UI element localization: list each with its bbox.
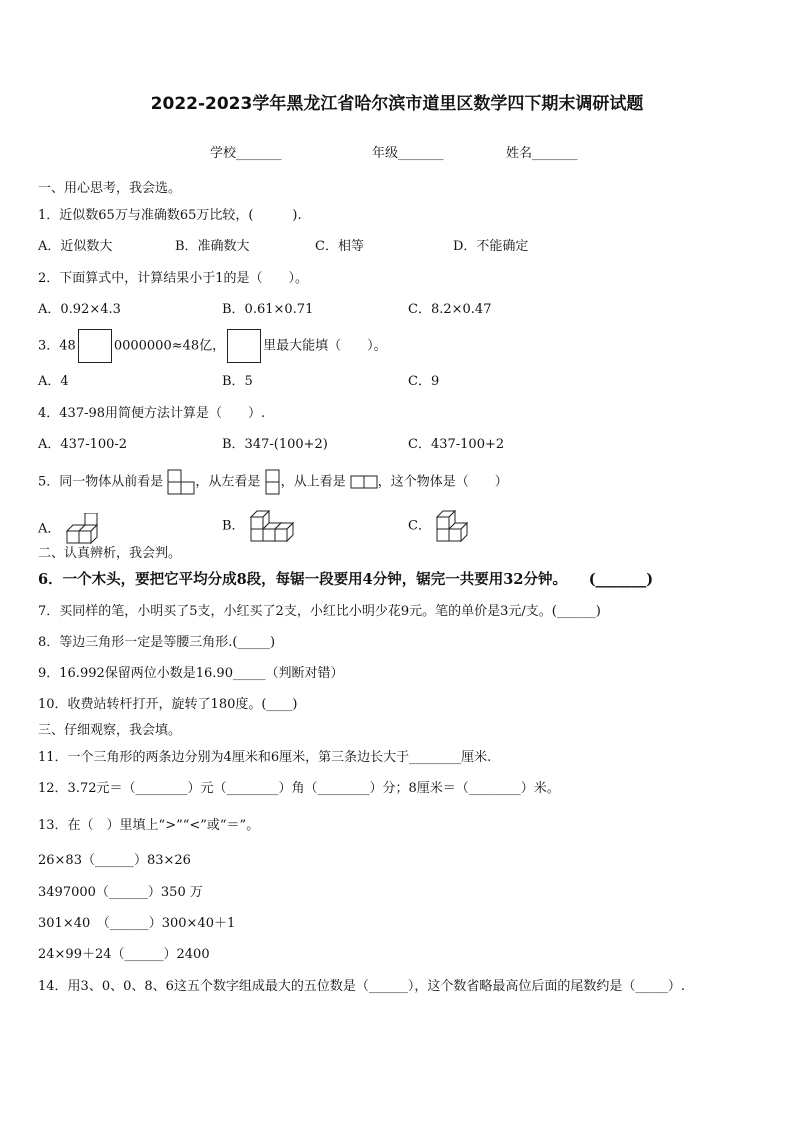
question-14: 14．用3、0、0、8、6这五个数字组成最大的五位数是（______），这个数省略最高位后面的尾数约是（_____）. [38, 979, 686, 994]
front-view-figure [167, 469, 195, 495]
question-4: 4．437-98用简便方法计算是（ ）. [38, 406, 266, 421]
question-11: 11．一个三角形的两条边分别为4厘米和6厘米，第三条边长大于________厘米. [38, 750, 492, 765]
question-10: 10．收费站转杆打开，旋转了180度。(____) [38, 697, 298, 712]
q1-option-a[interactable]: A．近似数大 [38, 239, 113, 254]
cube-figure-b [249, 509, 299, 543]
q5-option-a[interactable] [38, 513, 103, 545]
cube-figure-c [435, 509, 475, 543]
section-heading-3: 三、仔细观察，我会填。 [38, 723, 182, 738]
q3-answer-box[interactable] [78, 329, 112, 363]
section-heading-2: 二、认真辨析，我会判。 [38, 546, 182, 561]
q13-row-1: 26×83（______）83×26 [38, 853, 191, 868]
q5-option-a-label: A． [38, 521, 61, 537]
question-8: 8．等边三角形一定是等腰三角形.(_____) [38, 635, 276, 650]
q3-option-c[interactable]: C．9 [408, 374, 440, 389]
question-5 [38, 469, 508, 496]
q3-text-1: 3．48 [38, 338, 76, 354]
q4-option-b[interactable]: B．347-(100+2) [222, 437, 328, 452]
q2-option-c[interactable]: C．8.2×0.47 [408, 302, 492, 317]
q5-text-3: ，从上看是 [280, 474, 346, 490]
question-12: 12．3.72元＝（________）元（________）角（________）分；8厘米＝（________）米。 [38, 781, 560, 796]
section-heading-1: 一、用心思考，我会选。 [38, 181, 182, 196]
q5-option-b[interactable] [222, 509, 299, 543]
q4-option-a[interactable]: A．437-100-2 [38, 437, 128, 452]
q2-option-b[interactable]: B．0.61×0.71 [222, 302, 314, 317]
q5-option-c-label: C． [408, 518, 431, 534]
q5-option-b-label: B． [222, 518, 245, 534]
q3-answer-box-ref [227, 329, 261, 363]
top-view-figure [350, 475, 378, 489]
q5-text-2: ，从左看是 [195, 474, 261, 490]
page-title: 2022-2023学年黑龙江省哈尔滨市道里区数学四下期末调研试题 [150, 94, 644, 114]
question-1: 1．近似数65万与准确数65万比较，( ). [38, 208, 302, 223]
q13-row-4: 24×99＋24（______）2400 [38, 947, 210, 962]
question-6: 6．一个木头，要把它平均分成8段，每锯一段要用4分钟，锯完一共要用32分钟。 (_______) [38, 571, 654, 588]
q3-text-2: 0000000≈48亿， [113, 338, 226, 354]
q3-option-a[interactable]: A．4 [38, 374, 69, 389]
q1-option-c[interactable]: C．相等 [315, 239, 364, 254]
q13-row-3: 301×40 （______）300×40＋1 [38, 916, 236, 931]
q5-text-4: ，这个物体是（ ） [377, 474, 508, 490]
name-field[interactable]: 姓名_______ [506, 146, 578, 161]
q1-option-d[interactable]: D．不能确定 [453, 239, 529, 254]
q3-option-b[interactable]: B．5 [222, 374, 253, 389]
q2-option-a[interactable]: A．0.92×4.3 [38, 302, 121, 317]
question-3 [38, 329, 387, 364]
q5-option-c[interactable] [408, 509, 475, 543]
question-7: 7．买同样的笔，小明买了5支，小红买了2支，小红比小明少花9元。笔的单价是3元/支。(______) [38, 604, 601, 619]
left-view-figure [265, 469, 281, 495]
school-field[interactable]: 学校_______ [210, 146, 282, 161]
grade-field[interactable]: 年级_______ [372, 146, 444, 161]
question-9: 9．16.992保留两位小数是16.90_____（判断对错） [38, 666, 344, 681]
question-13: 13．在（ ）里填上“>”“<”或“＝”。 [38, 818, 260, 833]
q1-option-b[interactable]: B．准确数大 [175, 239, 250, 254]
question-2: 2．下面算式中，计算结果小于1的是（ ）。 [38, 271, 309, 286]
q3-text-3: 里最大能填（ ）。 [263, 338, 387, 354]
q13-row-2: 3497000（______）350 万 [38, 885, 203, 900]
q4-option-c[interactable]: C．437-100+2 [408, 437, 505, 452]
q5-text-1: 5．同一物体从前看是 [38, 474, 164, 490]
cube-figure-a [65, 513, 103, 545]
